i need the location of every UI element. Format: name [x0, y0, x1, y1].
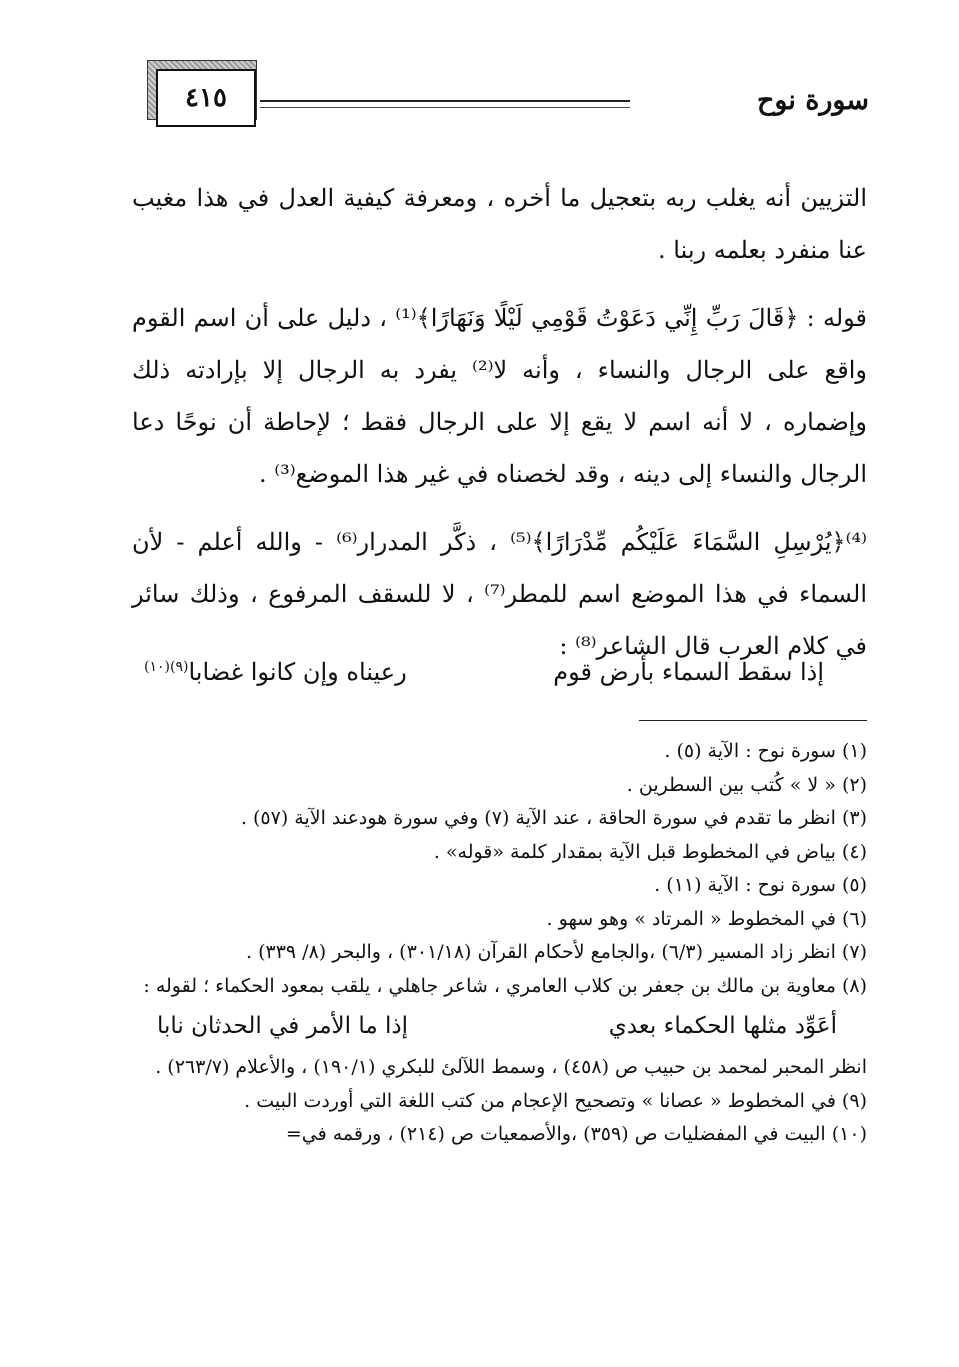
footnotes [127, 735, 867, 1152]
footnote-10: (١٠) البيت في المفضليات ص (٣٥٩) ،والأصمعيات ص (٢١٤) ، ورقمه في= [285, 1123, 867, 1145]
page-header [140, 55, 869, 135]
footnote-8-sources: انظر المحبر لمحمد بن حبيب ص (٤٥٨) ، وسمط اللآلئ للبكري (١٩٠/١) ، والأعلام (٢٦٣/٧) . [155, 1056, 867, 1078]
footnote-9: (٩) في المخطوط « عصانا » وتصحيح الإعجام من كتب اللغة التي أوردت البيت . [244, 1089, 867, 1112]
footnote-8-verse [157, 1007, 867, 1045]
paragraph-3: ⁽⁴⁾﴿يُرْسِلِ السَّمَاءَ عَلَيْكُم مِّدْرَارًا﴾⁽⁵⁾ ، ذكَّر المدرار⁽⁶⁾ - والله أعلم - لأن السماء في هذا الموضع اسم للمطر⁽⁷⁾ ، لا للسقف المرفوع ، وذلك سائر في كلام العرب قال الشاعر⁽⁸⁾ : [132, 528, 868, 660]
footnote-separator [639, 720, 867, 721]
running-title: سورة نوح [756, 85, 869, 116]
footnote-8-verse-first: أعَوِّد مثلها الحكماء بعدي [608, 1013, 837, 1039]
footnote-2: (٢) « لا » كُتب بين السطرين . [626, 773, 867, 796]
footnote-8-verse-second: إذا ما الأمر في الحدثان نابا [157, 1013, 409, 1039]
footnote-3: (٣) انظر ما تقدم في سورة الحاقة ، عند الآية (٧) وفي سورة هودعند الآية (٥٧) . [240, 807, 867, 829]
footnote-6: (٦) في المخطوط « المرتاد » وهو سهو . [546, 907, 867, 930]
footnote-4: (٤) بياض في المخطوط قبل الآية بمقدار كلمة «قوله» . [433, 840, 867, 863]
footnote-5: (٥) سورة نوح : الآية (١١) . [654, 874, 867, 896]
header-rule-thin [260, 107, 630, 108]
main-text [132, 172, 867, 676]
paragraph-1: التزيين أنه يغلب ربه بتعجيل ما أخره ، ومعرفة كيفية العدل في هذا مغيب عنا منفرد بعلمه ربنا . [132, 184, 867, 264]
verse-second-hemistich-wrap [144, 658, 407, 686]
paragraph-2: قوله : ﴿قَالَ رَبِّ إِنِّي دَعَوْتُ قَوْمِي لَيْلًا وَنَهَارًا﴾⁽¹⁾ ، دليل على أن اسم القوم واقع على الرجال والنساء ، وأنه لا⁽²⁾ يفرد به الرجال إلا بإرادته ذلك وإضماره ، لا أنه اسم لا يقع إلا على الرجال فقط ؛ لإحاطة أن نوحًا دعا الرجال والنساء إلى دينه ، وقد لخصناه في غير هذا الموضع⁽³⁾ . [132, 304, 867, 488]
verse-first-hemistich: إذا سقط السماء بأرض قوم [553, 658, 824, 686]
header-rule [260, 100, 630, 102]
verse-second-hemistich: رعيناه وإن كانوا غضابا [188, 658, 407, 686]
page-number: ٤١٥ [156, 69, 256, 127]
poetry-verse [144, 658, 824, 686]
verse-footnote-refs: (٩)(١٠) [144, 659, 189, 675]
footnote-8: (٨) معاوية بن مالك بن جعفر بن كلاب العامري ، شاعر جاهلي ، يلقب بمعود الحكماء ؛ لقوله : [143, 974, 867, 997]
footnote-7: (٧) انظر زاد المسير (٦/٣) ،والجامع لأحكام القرآن (٣٠١/١٨) ، والبحر (٨/ ٣٣٩) . [246, 941, 867, 963]
footnote-1: (١) سورة نوح : الآية (٥) . [664, 740, 867, 762]
